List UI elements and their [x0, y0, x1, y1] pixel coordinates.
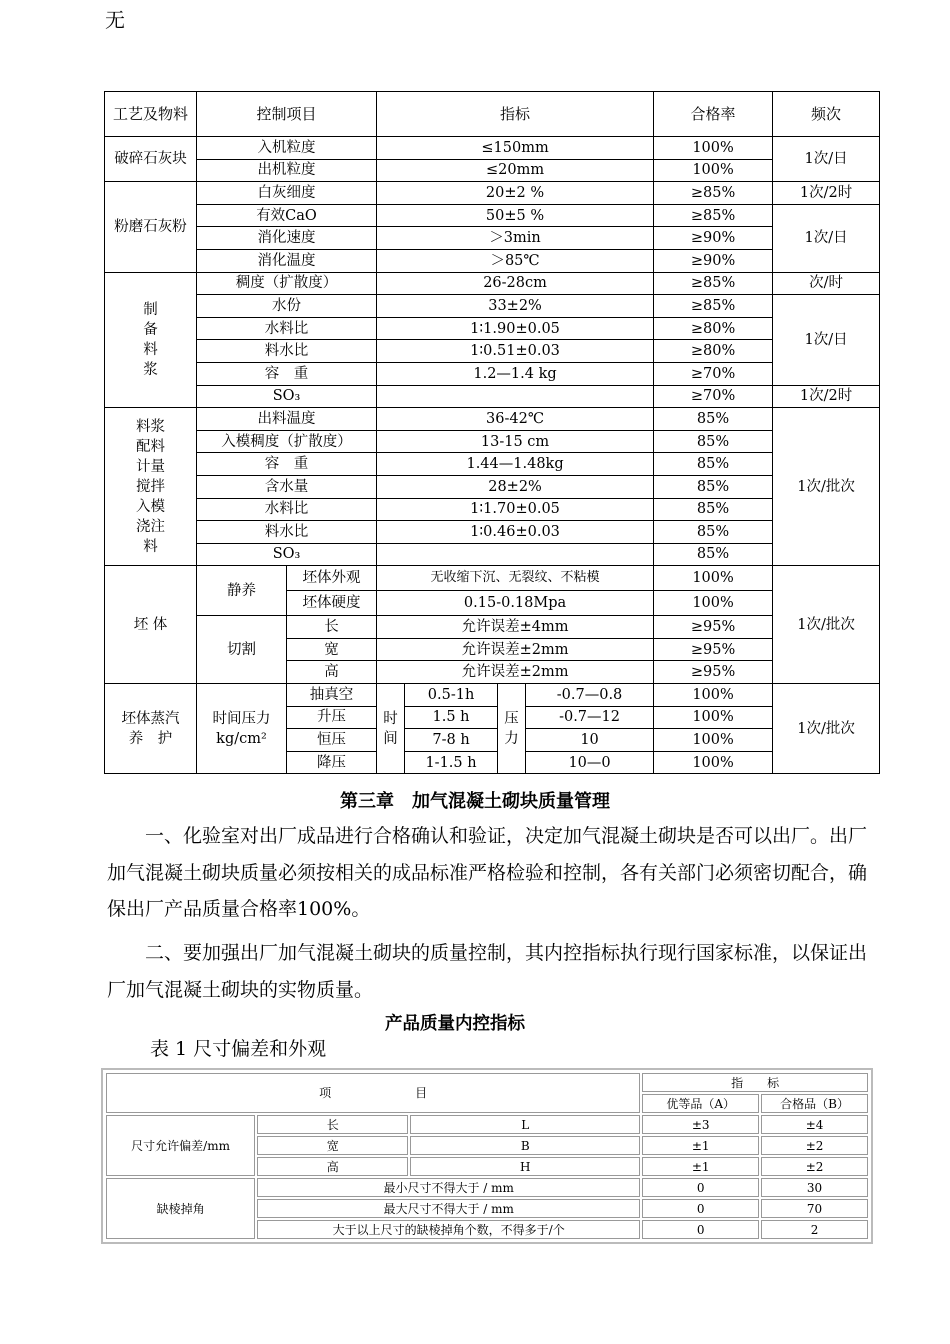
table-cell: 85%	[654, 543, 773, 566]
table-cell: 26-28cm	[377, 272, 654, 295]
table-cell: ±1	[642, 1157, 759, 1176]
table-cell: ≥95%	[654, 616, 773, 639]
table-cell: 水料比	[197, 317, 377, 340]
freq-cell: 次/时	[773, 272, 880, 295]
table-cell: 100%	[654, 137, 773, 160]
table2-caption: 表 1 尺寸偏差和外观	[150, 1038, 327, 1060]
paragraph: 二、要加强出厂加气混凝土砌块的质量控制，其内控指标执行现行国家标准，以保证出厂加气混凝土砌块的实物质量。	[107, 942, 868, 1001]
table-cell: 高	[257, 1157, 408, 1176]
group-label: 坯 体	[105, 566, 197, 684]
table-cell: B	[410, 1136, 640, 1155]
table-cell: 消化温度	[197, 249, 377, 272]
table-row	[105, 408, 880, 431]
table-header-row	[105, 92, 880, 137]
table-row	[105, 566, 880, 591]
table-row	[105, 430, 880, 453]
table-cell: 100%	[654, 706, 773, 729]
table-cell: 容 重	[197, 362, 377, 385]
table2-frame	[101, 1068, 873, 1244]
header-cell: 频次	[773, 92, 880, 137]
table-cell: ＞3min	[377, 227, 654, 250]
table-row	[105, 521, 880, 544]
table-cell: 100%	[654, 729, 773, 752]
header-cell: 优等品（A）	[642, 1094, 759, 1113]
group-label: 坯体蒸汽养 护	[105, 684, 197, 774]
table-cell: 入机粒度	[197, 137, 377, 160]
table-row	[105, 137, 880, 160]
table-row	[106, 1178, 868, 1197]
table-row	[105, 616, 880, 639]
sub-group-label: 静养	[197, 566, 287, 616]
table-cell: 宽	[257, 1136, 408, 1155]
table-cell: ≥95%	[654, 661, 773, 684]
table-cell: 100%	[654, 566, 773, 591]
table-row	[105, 362, 880, 385]
table-cell: ±4	[761, 1115, 868, 1134]
table-cell: 宽	[287, 638, 377, 661]
table-row	[105, 249, 880, 272]
process-control-table	[104, 91, 880, 774]
table-cell: 出料温度	[197, 408, 377, 431]
freq-cell: 1次/2时	[773, 182, 880, 205]
table-row	[105, 227, 880, 250]
table-cell: 0	[642, 1199, 759, 1218]
table-cell: 0	[642, 1220, 759, 1239]
table-cell: 含水量	[197, 475, 377, 498]
table-cell: ≥95%	[654, 638, 773, 661]
table-cell: 1∶0.51±0.03	[377, 340, 654, 363]
table-cell	[377, 385, 654, 408]
group-label: 料浆配料计量搅拌入模浇注料	[105, 408, 197, 566]
table-cell: ≥85%	[654, 295, 773, 318]
table-cell: 100%	[654, 751, 773, 774]
table-cell: 30	[761, 1178, 868, 1197]
table-row	[105, 543, 880, 566]
table-cell: 1.2—1.4 kg	[377, 362, 654, 385]
table-cell: 坯体硬度	[287, 591, 377, 616]
table-cell: 10—0	[526, 751, 654, 774]
table-cell: 允许误差±2mm	[377, 661, 654, 684]
table-cell: ≥70%	[654, 385, 773, 408]
table-cell: ±2	[761, 1157, 868, 1176]
freq-cell: 1次/日	[773, 295, 880, 385]
table-row	[105, 204, 880, 227]
table-row	[106, 1115, 868, 1134]
table-cell: 33±2%	[377, 295, 654, 318]
table-cell: 长	[257, 1115, 408, 1134]
table-cell: 料水比	[197, 340, 377, 363]
freq-cell: 1次/2时	[773, 385, 880, 408]
table-cell: ≥85%	[654, 182, 773, 205]
table-cell: 坯体外观	[287, 566, 377, 591]
header-cell: 工艺及物料	[105, 92, 197, 137]
table-cell: ±3	[642, 1115, 759, 1134]
group-label: 制备料浆	[105, 272, 197, 408]
group-label: 粉磨石灰粉	[105, 182, 197, 272]
freq-cell: 1次/批次	[773, 566, 880, 684]
table-cell: 85%	[654, 430, 773, 453]
header-cell: 控制项目	[197, 92, 377, 137]
table-cell: SO₃	[197, 543, 377, 566]
table-cell: 10	[526, 729, 654, 752]
freq-cell: 1次/批次	[773, 408, 880, 566]
header-cell: 合格品（B）	[761, 1094, 868, 1113]
table-cell: 长	[287, 616, 377, 639]
group-label: 尺寸允许偏差/mm	[106, 1115, 255, 1176]
chapter-title: 第三章 加气混凝土砌块质量管理	[340, 791, 610, 812]
table-row	[105, 684, 880, 707]
table-cell: 1.44—1.48kg	[377, 453, 654, 476]
table-cell: 抽真空	[287, 684, 377, 707]
table-cell: 2	[761, 1220, 868, 1239]
table-cell: -0.7—0.8	[526, 684, 654, 707]
table-row	[105, 498, 880, 521]
table-cell: 最小尺寸不得大于 / mm	[257, 1178, 640, 1197]
table-cell: 100%	[654, 591, 773, 616]
table-cell: 允许误差±4mm	[377, 616, 654, 639]
table-cell: 无收缩下沉、无裂纹、不粘模	[377, 566, 654, 591]
group-label: 缺棱掉角	[106, 1178, 255, 1239]
table-cell: 85%	[654, 408, 773, 431]
table-cell: 出机粒度	[197, 159, 377, 182]
table-cell: ≤150mm	[377, 137, 654, 160]
table-cell: ±1	[642, 1136, 759, 1155]
paragraph: 一、化验室对出厂成品进行合格确认和验证，决定加气混凝土砌块是否可以出厂。出厂加气混凝土砌块质量必须按相关的成品标准严格检验和控制，各有关部门必须密切配合，确保出厂产品质量合格率100%。	[107, 825, 868, 920]
table2-title: 产品质量内控指标	[385, 1014, 525, 1034]
sub-group-label: 切割	[197, 616, 287, 684]
table-cell: 28±2%	[377, 475, 654, 498]
table-cell: ≥85%	[654, 204, 773, 227]
table-cell: 水份	[197, 295, 377, 318]
table-cell: 85%	[654, 498, 773, 521]
freq-cell: 1次/日	[773, 204, 880, 272]
header-cell: 合格率	[654, 92, 773, 137]
table-cell: 85%	[654, 521, 773, 544]
table-cell: 水料比	[197, 498, 377, 521]
table-cell: 最大尺寸不得大于 / mm	[257, 1199, 640, 1218]
header-cell: 指标	[377, 92, 654, 137]
table-row	[105, 295, 880, 318]
table-cell: 料水比	[197, 521, 377, 544]
table-cell: -0.7—12	[526, 706, 654, 729]
table-row	[105, 453, 880, 476]
table-cell: 85%	[654, 453, 773, 476]
table-row	[105, 272, 880, 295]
table-cell: ≥70%	[654, 362, 773, 385]
table-cell: 降压	[287, 751, 377, 774]
dimension-deviation-table	[104, 1071, 870, 1241]
table-cell: 0	[642, 1178, 759, 1197]
group-label: 破碎石灰块	[105, 137, 197, 182]
table-cell: 大于以上尺寸的缺棱掉角个数，不得多于/个	[257, 1220, 640, 1239]
time-label: 时间	[377, 684, 405, 774]
pressure-label: 压力	[498, 684, 526, 774]
table-cell: 70	[761, 1199, 868, 1218]
table-cell: 1.5 h	[405, 706, 498, 729]
table-cell: 允许误差±2mm	[377, 638, 654, 661]
table-cell: 消化速度	[197, 227, 377, 250]
table-cell: 7-8 h	[405, 729, 498, 752]
table-cell: 容 重	[197, 453, 377, 476]
table-cell: 1-1.5 h	[405, 751, 498, 774]
table-cell: 1∶0.46±0.03	[377, 521, 654, 544]
table-cell: L	[410, 1115, 640, 1134]
table-cell: ±2	[761, 1136, 868, 1155]
table-cell: 0.5-1h	[405, 684, 498, 707]
table-cell: 有效CaO	[197, 204, 377, 227]
table-row	[105, 385, 880, 408]
table-row	[105, 182, 880, 205]
header-cell: 指 标	[642, 1073, 868, 1092]
table-cell: ≥90%	[654, 227, 773, 250]
table-cell: 100%	[654, 684, 773, 707]
freq-cell: 1次/批次	[773, 684, 880, 774]
table-row	[105, 475, 880, 498]
table-cell: 100%	[654, 159, 773, 182]
table-row	[105, 159, 880, 182]
table-cell: 入模稠度（扩散度）	[197, 430, 377, 453]
table-cell: 1∶1.90±0.05	[377, 317, 654, 340]
table-cell: H	[410, 1157, 640, 1176]
table-cell: 升压	[287, 706, 377, 729]
table-cell: ＞85℃	[377, 249, 654, 272]
header-cell: 项 目	[106, 1073, 640, 1113]
table-cell: ≥80%	[654, 340, 773, 363]
freq-cell: 1次/日	[773, 137, 880, 182]
table-header-row	[106, 1073, 868, 1092]
table-cell	[377, 543, 654, 566]
table-cell: ≥90%	[654, 249, 773, 272]
table-cell: 高	[287, 661, 377, 684]
sub-group-label: 时间压力kg/cm²	[197, 684, 287, 774]
table-row	[105, 340, 880, 363]
table-cell: 85%	[654, 475, 773, 498]
table-cell: 13-15 cm	[377, 430, 654, 453]
table-cell: 50±5 %	[377, 204, 654, 227]
table-cell: SO₃	[197, 385, 377, 408]
table-cell: 0.15-0.18Mpa	[377, 591, 654, 616]
top-note: 无	[105, 8, 125, 32]
table-cell: 白灰细度	[197, 182, 377, 205]
table-cell: ≥85%	[654, 272, 773, 295]
table-row	[105, 317, 880, 340]
table-cell: 恒压	[287, 729, 377, 752]
table-cell: 20±2 %	[377, 182, 654, 205]
table-cell: 稠度（扩散度）	[197, 272, 377, 295]
table-cell: 36-42℃	[377, 408, 654, 431]
table-cell: ≥80%	[654, 317, 773, 340]
table-cell: 1∶1.70±0.05	[377, 498, 654, 521]
table-cell: ≤20mm	[377, 159, 654, 182]
